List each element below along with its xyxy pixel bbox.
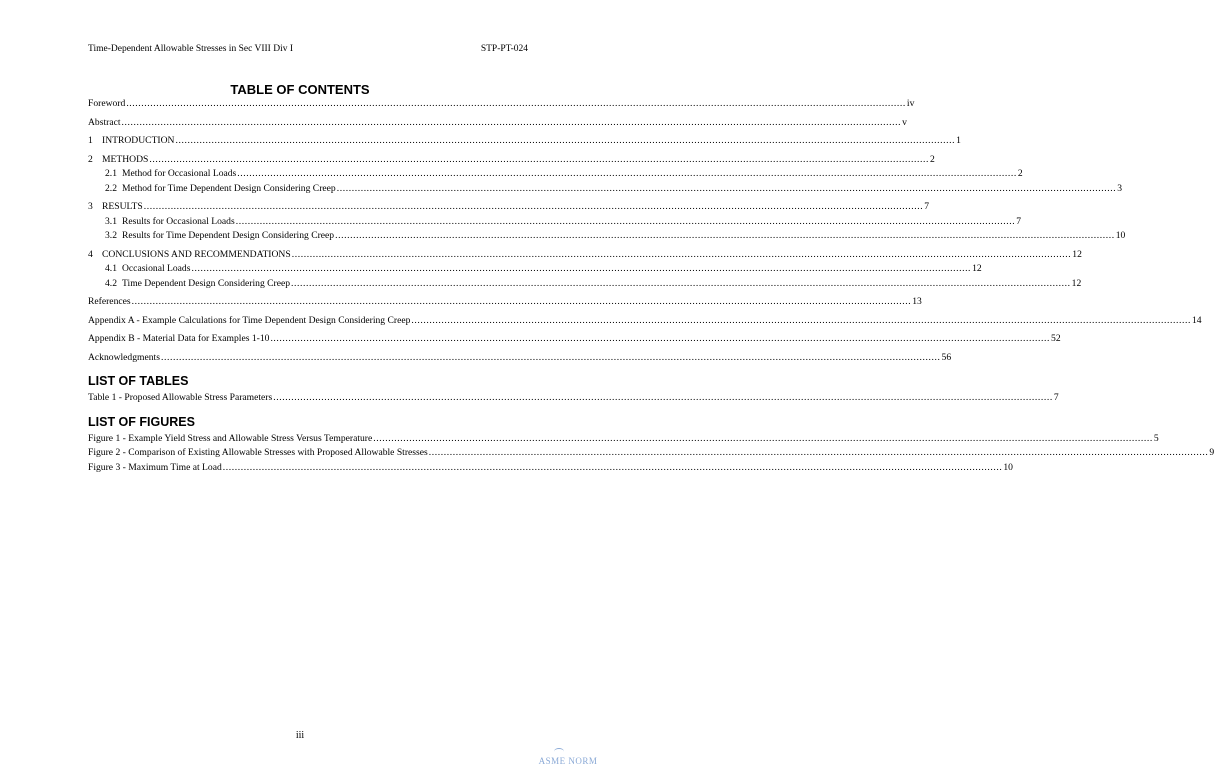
- figures-entry[interactable]: [88, 461, 1013, 476]
- toc-entry[interactable]: [88, 229, 1126, 244]
- entry-page-number: 2: [1017, 168, 1023, 179]
- entry-label: Method for Occasional Loads: [122, 168, 237, 179]
- toc-entry[interactable]: [88, 134, 961, 149]
- entry-page-number: 3: [1117, 182, 1123, 194]
- entry-label: INTRODUCTION: [102, 135, 175, 146]
- dot-leader: ....................................................................................................................................................................................................................................................................: [411, 314, 1191, 326]
- entry-label: Time Dependent Design Considering Creep: [122, 277, 291, 289]
- figures-entry[interactable]: [88, 446, 1214, 461]
- tables-entry[interactable]: [88, 391, 1059, 406]
- header-doc-number: STP-PT-024: [480, 44, 528, 54]
- entry-page-number: 9: [1209, 447, 1214, 458]
- dot-leader: ....................................................................................................................................................................................................................................................................: [126, 98, 906, 109]
- dot-leader: ....................................................................................................................................................................................................................................................................: [131, 296, 912, 307]
- toc-entry[interactable]: [88, 314, 1202, 329]
- entry-number: 4: [88, 248, 93, 260]
- entry-number: 2.1: [105, 168, 117, 179]
- entry-label: Appendix A - Example Calculations for Time Dependent Design Considering Creep: [88, 314, 411, 326]
- header-title: Time-Dependent Allowable Stresses in Sec VIII Div I: [88, 44, 294, 54]
- toc-entry[interactable]: [88, 295, 922, 310]
- toc-entry[interactable]: [88, 167, 1023, 182]
- dot-leader: ....................................................................................................................................................................................................................................................................: [336, 182, 1117, 194]
- toc-entry[interactable]: [88, 97, 915, 112]
- logo-arc-icon: [536, 748, 600, 756]
- dot-leader: ....................................................................................................................................................................................................................................................................: [335, 230, 1115, 241]
- entry-page-number: 1: [956, 135, 961, 146]
- entry-number: 1: [88, 135, 93, 146]
- entry-page-number: 12: [1071, 277, 1082, 289]
- entry-label: Abstract: [88, 116, 121, 128]
- toc-entry[interactable]: [88, 277, 1082, 292]
- dot-leader: ....................................................................................................................................................................................................................................................................: [270, 333, 1051, 344]
- list-of-tables-heading: LIST OF TABLES: [88, 374, 189, 388]
- dot-leader: ....................................................................................................................................................................................................................................................................: [428, 447, 1209, 458]
- entry-label: Method for Time Dependent Design Considering Creep: [122, 182, 336, 194]
- entry-label: Foreword: [88, 98, 126, 109]
- asme-norm-logo: [536, 748, 600, 766]
- toc-entry[interactable]: [88, 332, 1061, 347]
- entry-number: 2.2: [105, 182, 117, 194]
- dot-leader: ....................................................................................................................................................................................................................................................................: [149, 153, 929, 165]
- list-of-figures-heading: LIST OF FIGURES: [88, 414, 195, 429]
- entry-label: References: [88, 296, 131, 307]
- entry-label: Acknowledgments: [88, 351, 160, 363]
- page-number: iii: [295, 730, 305, 741]
- entry-label: Results for Time Dependent Design Considering Creep: [122, 230, 335, 241]
- logo-text: ASME NORM: [538, 756, 598, 766]
- entry-label: Figure 2 - Comparison of Existing Allowable Stresses with Proposed Allowable Stresses: [88, 447, 428, 458]
- dot-leader: ....................................................................................................................................................................................................................................................................: [291, 277, 1071, 289]
- entry-label: CONCLUSIONS AND RECOMMENDATIONS: [102, 248, 291, 260]
- running-header: [88, 44, 528, 54]
- entry-page-number: 7: [1016, 215, 1022, 227]
- entry-page-number: 14: [1192, 314, 1202, 326]
- dot-leader: ....................................................................................................................................................................................................................................................................: [143, 201, 924, 212]
- toc-entry[interactable]: [88, 351, 952, 366]
- figures-list: [88, 432, 1214, 476]
- entry-label: Appendix B - Material Data for Examples 1-10: [88, 333, 270, 344]
- entry-number: 3.1: [105, 215, 117, 227]
- dot-leader: ....................................................................................................................................................................................................................................................................: [222, 461, 1003, 473]
- entry-page-number: iv: [906, 98, 915, 109]
- entry-label: Figure 1 - Example Yield Stress and Allowable Stress Versus Temperature: [88, 432, 373, 444]
- dot-leader: ....................................................................................................................................................................................................................................................................: [291, 248, 1072, 260]
- entry-page-number: 7: [924, 201, 930, 212]
- entry-page-number: 2: [929, 153, 935, 165]
- entry-page-number: 13: [912, 296, 922, 307]
- toc-entry[interactable]: [88, 182, 1123, 197]
- dot-leader: ....................................................................................................................................................................................................................................................................: [373, 432, 1153, 444]
- entry-number: 3: [88, 201, 93, 212]
- dot-leader: ....................................................................................................................................................................................................................................................................: [235, 215, 1016, 227]
- toc-list: [88, 97, 1202, 365]
- entry-page-number: 10: [1003, 461, 1013, 473]
- dot-leader: ....................................................................................................................................................................................................................................................................: [273, 392, 1053, 403]
- entry-number: 2: [88, 153, 93, 165]
- entry-page-number: 10: [1115, 230, 1126, 241]
- entry-page-number: 7: [1053, 392, 1059, 403]
- entry-label: Table 1 - Proposed Allowable Stress Parameters: [88, 392, 273, 403]
- entry-label: Figure 3 - Maximum Time at Load: [88, 461, 222, 473]
- entry-page-number: 56: [941, 351, 952, 363]
- entry-label: RESULTS: [102, 201, 143, 212]
- entry-label: Occasional Loads: [122, 263, 191, 274]
- entry-page-number: 5: [1153, 432, 1159, 444]
- toc-title: TABLE OF CONTENTS: [230, 82, 370, 97]
- figures-entry[interactable]: [88, 432, 1159, 447]
- entry-number: 4.2: [105, 277, 117, 289]
- toc-entry[interactable]: [88, 248, 1082, 263]
- entry-page-number: 52: [1051, 333, 1061, 344]
- entry-label: Results for Occasional Loads: [122, 215, 235, 227]
- tables-list: [88, 391, 1059, 406]
- toc-body: [88, 97, 1214, 475]
- dot-leader: ....................................................................................................................................................................................................................................................................: [160, 351, 941, 363]
- dot-leader: ....................................................................................................................................................................................................................................................................: [191, 263, 972, 274]
- entry-page-number: v: [902, 116, 907, 128]
- dot-leader: ....................................................................................................................................................................................................................................................................: [121, 116, 902, 128]
- toc-entry[interactable]: [88, 116, 907, 131]
- toc-entry[interactable]: [88, 153, 935, 168]
- toc-entry[interactable]: [88, 215, 1022, 230]
- dot-leader: ....................................................................................................................................................................................................................................................................: [237, 168, 1017, 179]
- dot-leader: ....................................................................................................................................................................................................................................................................: [175, 135, 956, 146]
- toc-entry[interactable]: [88, 200, 930, 215]
- entry-page-number: 12: [1072, 248, 1082, 260]
- entry-label: METHODS: [102, 153, 149, 165]
- entry-number: 4.1: [105, 263, 117, 274]
- entry-page-number: 12: [972, 263, 982, 274]
- toc-entry[interactable]: [88, 262, 982, 277]
- entry-number: 3.2: [105, 230, 117, 241]
